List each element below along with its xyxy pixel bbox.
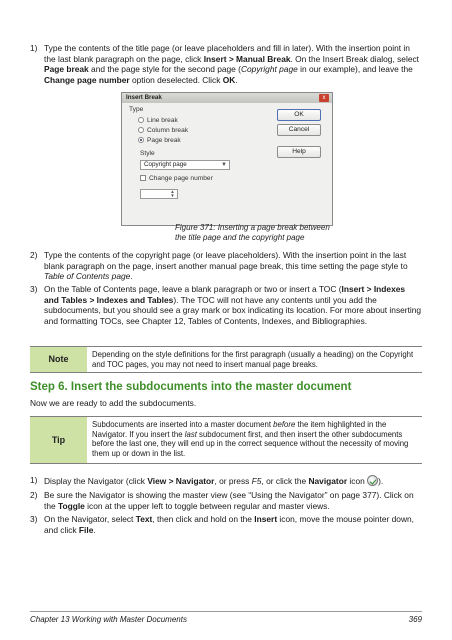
page-number: 369	[408, 615, 422, 624]
section-heading: Step 6. Insert the subdocuments into the master document	[30, 381, 352, 393]
tip-box	[30, 416, 422, 464]
step-text: On the Navigator, select Text, then click and hold on the Insert icon, move the mouse pointer down, and click File.	[44, 514, 414, 535]
radio-icon	[138, 127, 144, 133]
note-text: Depending on the style definitions for the first paragraph (usually a heading) on the Copyright and TOC pages, you may not need to insert manual page breaks.	[92, 350, 414, 369]
close-icon[interactable]: x	[319, 94, 329, 102]
footer-divider	[30, 611, 422, 612]
checkbox-icon	[140, 175, 146, 181]
figure-caption: Figure 371: Inserting a page break between the title page and the copyright page	[175, 223, 330, 242]
radio-icon	[138, 117, 144, 123]
step-3	[30, 284, 422, 326]
chevron-down-icon: ▼	[221, 162, 227, 168]
line-break-option[interactable]: Line break	[138, 117, 178, 125]
step-text: Type the contents of the copyright page (or leave placeholders). With the insertion point in the last blank paragraph on the page, insert another manual page break, this time setting the page style to Table of Contents page.	[44, 250, 408, 282]
cancel-button[interactable]: Cancel	[277, 124, 321, 136]
style-select[interactable]: Copyright page ▼	[140, 160, 230, 170]
note-label: Note	[30, 347, 87, 372]
navigator-icon	[367, 475, 378, 486]
step-2	[30, 250, 422, 282]
dialog-title: Insert Break	[122, 93, 332, 103]
step-1	[30, 43, 422, 85]
note-box	[30, 346, 422, 373]
step-text: Display the Navigator (click View > Navigator, or press F5, or click the Navigator icon ).	[44, 476, 384, 486]
instruction-2	[30, 490, 422, 511]
step-text: On the Table of Contents page, leave a blank paragraph or two or insert a TOC (Insert > Indexes and Tables > Indexes and Tables). The TOC will not have any contents until you add the subdocuments, but you should see a gray mark or box indicating its location. For more about inserting and formatting TOCs, see Chapter 12, Tables of Contents, Indexes, and Bibliographies.	[44, 284, 422, 326]
insert-break-dialog	[121, 92, 333, 226]
change-page-number-checkbox[interactable]: Change page number	[140, 175, 213, 183]
column-break-option[interactable]: Column break	[138, 127, 188, 135]
style-label: Style	[140, 150, 155, 157]
step-number: 1)	[30, 43, 38, 53]
ok-button[interactable]: OK	[277, 109, 321, 121]
help-button[interactable]: Help	[277, 146, 321, 158]
step-number: 3)	[30, 514, 38, 524]
step-number: 1)	[30, 475, 38, 485]
instruction-3	[30, 514, 422, 535]
page-number-spinner[interactable]	[140, 189, 178, 199]
footer-chapter: Chapter 13 Working with Master Documents	[30, 615, 187, 624]
type-label: Type	[129, 106, 144, 113]
page-break-option[interactable]: Page break	[138, 137, 181, 145]
intro-text: Now we are ready to add the subdocuments.	[30, 398, 197, 408]
step-text: Type the contents of the title page (or leave placeholders and fill in later). With the insertion point in the last blank paragraph on the page, click Insert > Manual Break. On the Insert Break dialog, select Page break and the page style for the second page (Copyright page in our example), and leave the Change page number option deselected. Click OK.	[44, 43, 419, 85]
step-number: 2)	[30, 490, 38, 500]
step-text: Be sure the Navigator is showing the master view (see “Using the Navigator” on page 377). Click on the Toggle icon at the upper left to toggle between regular and master views.	[44, 490, 414, 511]
tip-text: Subdocuments are inserted into a master document before the item highlighted in the Navigator. If you insert the last subdocument first, and then insert the other subdocuments before the last one, they will end up in the correct sequence without the necessity of moving them up or down in the list.	[92, 420, 409, 458]
step-number: 2)	[30, 250, 38, 260]
instruction-1	[30, 475, 422, 487]
radio-selected-icon	[138, 137, 144, 143]
spin-arrows-icon: ▲ ▼	[170, 189, 175, 198]
tip-label: Tip	[30, 417, 87, 463]
step-number: 3)	[30, 284, 38, 294]
